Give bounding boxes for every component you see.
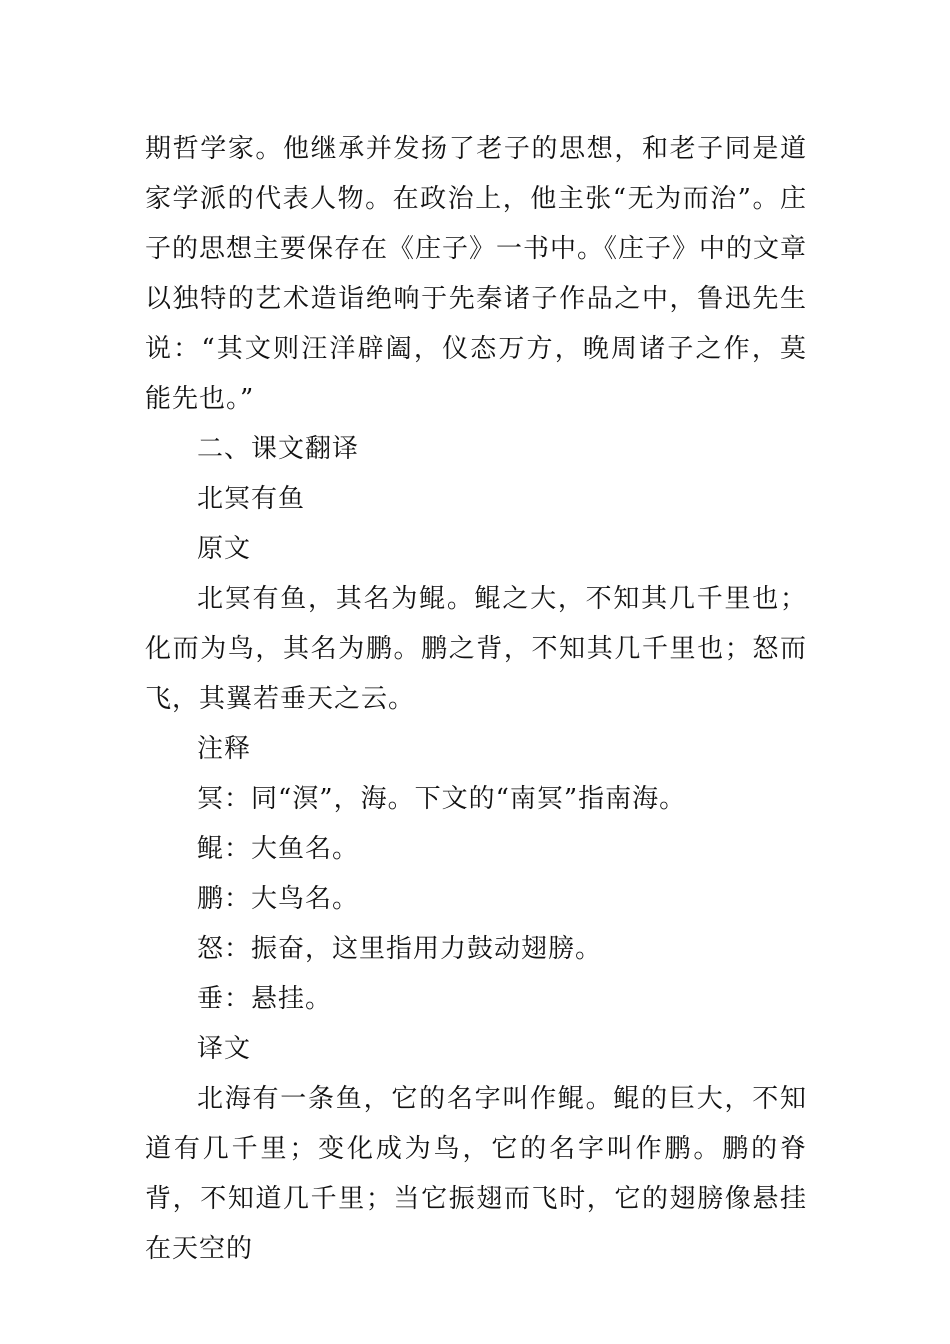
intro-paragraph: 期哲学家。他继承并发扬了老子的思想，和老子同是道家学派的代表人物。在政治上，他主张“无为而治”。庄子的思想主要保存在《庄子》一书中。《庄子》中的文章以独特的艺术造诣绝响于先秦诸子作品之中，鲁迅先生说：“其文则汪洋辟阖，仪态万方，晚周诸子之作，莫能先也。” xyxy=(145,134,808,414)
note-item: 怒：振奋，这里指用力鼓动翅膀。 xyxy=(197,934,603,964)
section-heading: 二、课文翻译 xyxy=(197,434,360,464)
original-text: 北冥有鱼，其名为鲲。鲲之大，不知其几千里也；化而为鸟，其名为鹏。鹏之背，不知其几千里也；怒而飞，其翼若垂天之云。 xyxy=(145,584,807,714)
document-body xyxy=(145,124,807,1274)
lesson-title: 北冥有鱼 xyxy=(197,484,306,514)
translation-label: 译文 xyxy=(197,1034,252,1064)
note-item: 垂：悬挂。 xyxy=(197,984,333,1014)
note-item: 鹏：大鸟名。 xyxy=(197,884,360,914)
notes-label: 注释 xyxy=(197,734,252,764)
original-label: 原文 xyxy=(197,534,252,564)
note-item: 冥：同“溟”，海。下文的“南冥”指南海。 xyxy=(197,784,687,814)
translation-text: 北海有一条鱼，它的名字叫作鲲。鲲的巨大，不知道有几千里；变化成为鸟，它的名字叫作鹏。鹏的脊背，不知道几千里；当它振翅而飞时，它的翅膀像悬挂在天空的 xyxy=(145,1084,807,1264)
note-item: 鲲：大鱼名。 xyxy=(197,834,360,864)
